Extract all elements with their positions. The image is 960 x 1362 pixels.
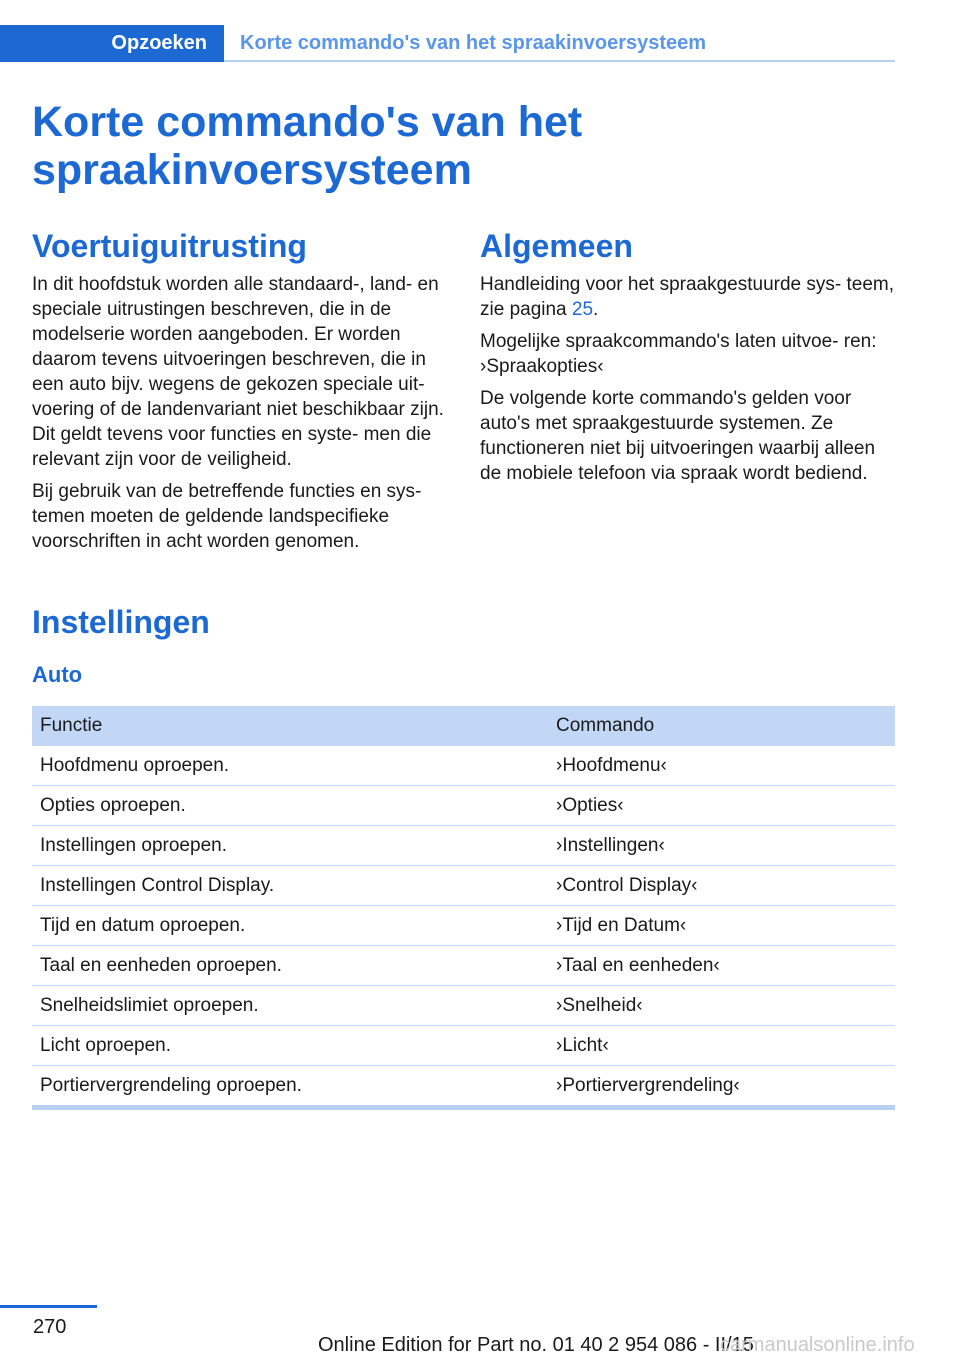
table-row [32, 906, 895, 946]
paragraph-end: . [593, 299, 599, 320]
command-cell: ›Snelheid‹ [548, 986, 895, 1026]
paragraph-text: Handleiding voor het spraakgestuurde sys- teem, zie pagina [480, 274, 895, 320]
commands-table [32, 706, 895, 1110]
command-cell: ›Tijd en Datum‹ [548, 906, 895, 946]
table-row [32, 946, 895, 986]
paragraph: Mogelijke spraakcommando's laten uitvoe- ren: ›Spraakopties‹ [480, 331, 877, 377]
function-cell: Opties oproepen. [32, 786, 548, 826]
section-heading-algemeen: Algemeen [480, 228, 633, 264]
paragraph: In dit hoofdstuk worden alle standaard-, land- en speciale uitrustingen beschreven, die in de modelserie worden aangeboden. Er worden daarom tevens uitvoeringen beschreven, die in een auto bijv. wegens de gekozen speciale uit- voering of de landenvariant niet beschikbaar zijn. Dit geldt tevens voor functies en syste- men die relevant zijn voor de veiligheid. [32, 274, 444, 470]
table-row [32, 1026, 895, 1066]
function-cell: Licht oproepen. [32, 1026, 548, 1066]
footer-divider [0, 1305, 97, 1308]
table-row [32, 746, 895, 786]
table-header-row [32, 706, 895, 746]
table-row [32, 1066, 895, 1108]
table-row [32, 786, 895, 826]
header-divider [224, 60, 895, 62]
command-cell: ›Opties‹ [548, 786, 895, 826]
header-tab-opzoeken[interactable]: Opzoeken [0, 25, 224, 62]
function-cell: Portiervergrendeling oproepen. [32, 1066, 548, 1108]
paragraph: Bij gebruik van de betreffende functies en sys- temen moeten de geldende landspecifieke voorschriften in acht worden genomen. [32, 481, 422, 552]
column-header-commando: Commando [548, 706, 895, 746]
paragraph: De volgende korte commando's gelden voor auto's met spraakgestuurde systemen. Ze functioneren niet bij uitvoeringen waarbij alleen de mobiele telefoon via spraak wordt bediend. [480, 388, 876, 484]
section-heading-voertuiguitrusting: Voertuiguitrusting [32, 228, 307, 264]
table-row [32, 986, 895, 1026]
function-cell: Hoofdmenu oproepen. [32, 746, 548, 786]
function-cell: Instellingen oproepen. [32, 826, 548, 866]
section-title-instellingen: Instellingen [32, 604, 210, 640]
paragraph [480, 272, 896, 322]
command-cell: ›Licht‹ [548, 1026, 895, 1066]
command-cell: ›Portiervergrendeling‹ [548, 1066, 895, 1108]
command-cell: ›Hoofdmenu‹ [548, 746, 895, 786]
function-cell: Tijd en datum oproepen. [32, 906, 548, 946]
left-column [32, 226, 448, 554]
command-cell: ›Instellingen‹ [548, 826, 895, 866]
table-row [32, 866, 895, 906]
column-header-functie: Functie [32, 706, 548, 746]
function-cell: Snelheidslimiet oproepen. [32, 986, 548, 1026]
subsection-title-auto: Auto [32, 662, 83, 687]
table-row [32, 826, 895, 866]
page-title: Korte commando's van het spraakinvoersysteem [32, 98, 583, 194]
watermark: carmanualsonline.info [720, 1334, 915, 1356]
function-cell: Taal en eenheden oproepen. [32, 946, 548, 986]
edition-note: Online Edition for Part no. 01 40 2 954 086 - II/15 [318, 1334, 754, 1356]
breadcrumb[interactable]: Korte commando's van het spraakinvoersysteem [240, 32, 707, 54]
command-cell: ›Taal en eenheden‹ [548, 946, 895, 986]
right-column [480, 226, 896, 486]
page-link[interactable]: 25 [571, 299, 594, 320]
function-cell: Instellingen Control Display. [32, 866, 548, 906]
command-cell: ›Control Display‹ [548, 866, 895, 906]
page-number: 270 [33, 1316, 67, 1338]
